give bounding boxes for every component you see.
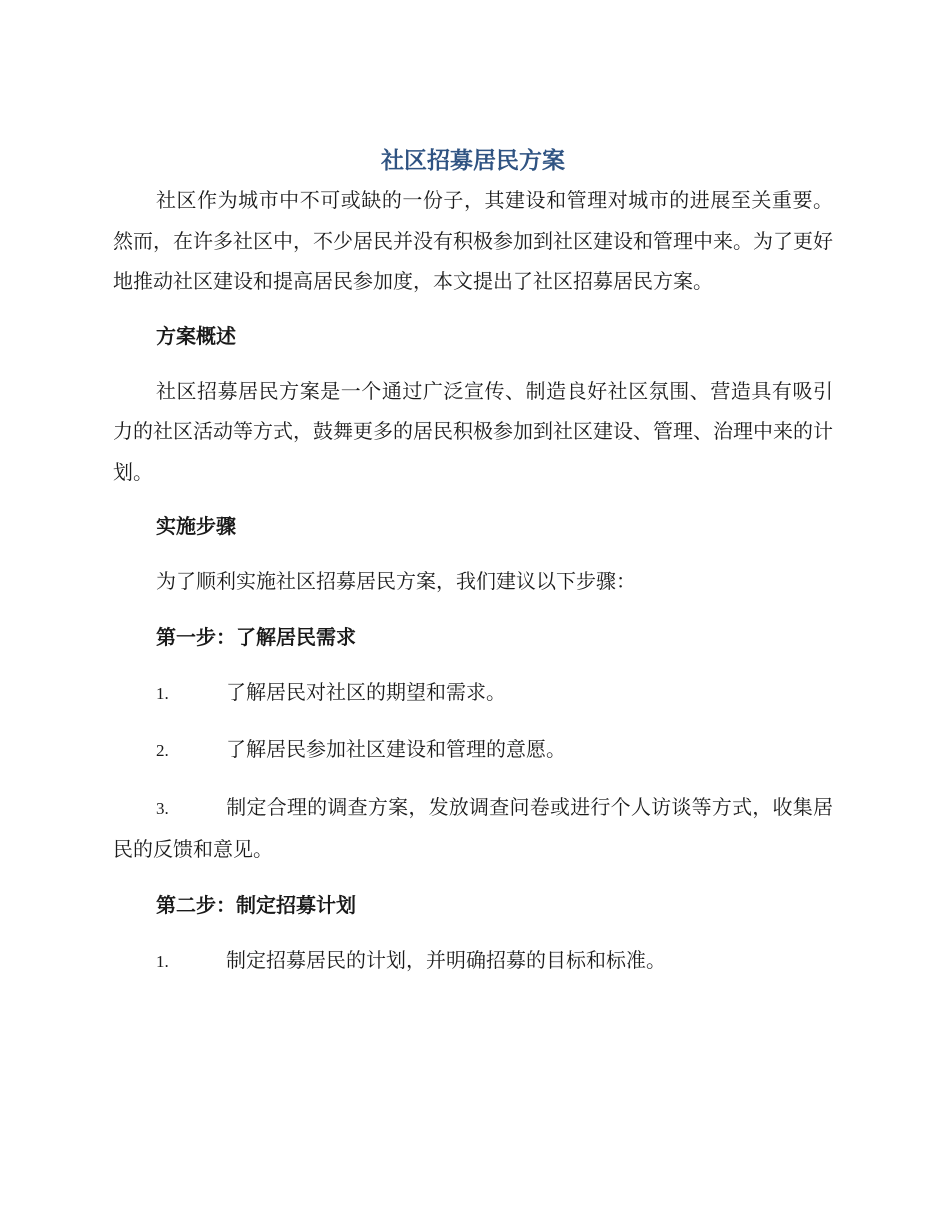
section-heading-overview: 方案概述 — [156, 323, 236, 348]
list-item — [113, 729, 833, 772]
document-page — [113, 140, 833, 982]
spacer — [113, 602, 833, 617]
spacer — [113, 657, 833, 672]
intro-paragraph: 社区作为城市中不可或缺的一份子，其建设和管理对城市的进展至关重要。然而，在许多社区中，不少居民并没有积极参加到社区建设和管理中来。为了更好地推动社区建设和提高居民参加度，本文提出了社区招募居民方案。 — [113, 188, 833, 293]
list-item — [113, 940, 833, 983]
spacer — [113, 356, 833, 371]
document-title: 社区招募居民方案 — [381, 148, 565, 174]
list-number: 3. — [156, 798, 169, 818]
spacer — [113, 302, 833, 316]
list-number: 2. — [156, 741, 169, 760]
spacer — [113, 492, 833, 506]
spacer — [113, 925, 833, 940]
step-heading-2: 第二步：制定招募计划 — [156, 892, 356, 917]
list-item-text: 了解居民对社区的期望和需求。 — [226, 679, 506, 704]
spacer — [113, 714, 833, 729]
list-item-text: 制定合理的调查方案，发放调查问卷或进行个人访谈等方式，收集居民的反馈和意见。 — [113, 794, 833, 861]
steps-intro-paragraph: 为了顺利实施社区招募居民方案，我们建议以下步骤： — [156, 569, 636, 593]
list-number: 1. — [156, 951, 169, 971]
list-item-text: 制定招募居民的计划，并明确招募的目标和标准。 — [226, 947, 666, 972]
spacer — [113, 546, 833, 561]
list-number: 1. — [156, 683, 169, 703]
list-item-text: 了解居民参加社区建设和管理的意愿。 — [226, 737, 566, 761]
step-heading-1: 第一步：了解居民需求 — [156, 624, 356, 649]
list-item — [113, 787, 833, 870]
spacer — [113, 772, 833, 787]
overview-paragraph: 社区招募居民方案是一个通过广泛宣传、制造良好社区氛围、营造具有吸引力的社区活动等方式，鼓舞更多的居民积极参加到社区建设、管理、治理中来的计划。 — [113, 378, 833, 484]
spacer — [113, 870, 833, 885]
section-heading-steps: 实施步骤 — [156, 514, 236, 538]
list-item — [113, 672, 833, 715]
